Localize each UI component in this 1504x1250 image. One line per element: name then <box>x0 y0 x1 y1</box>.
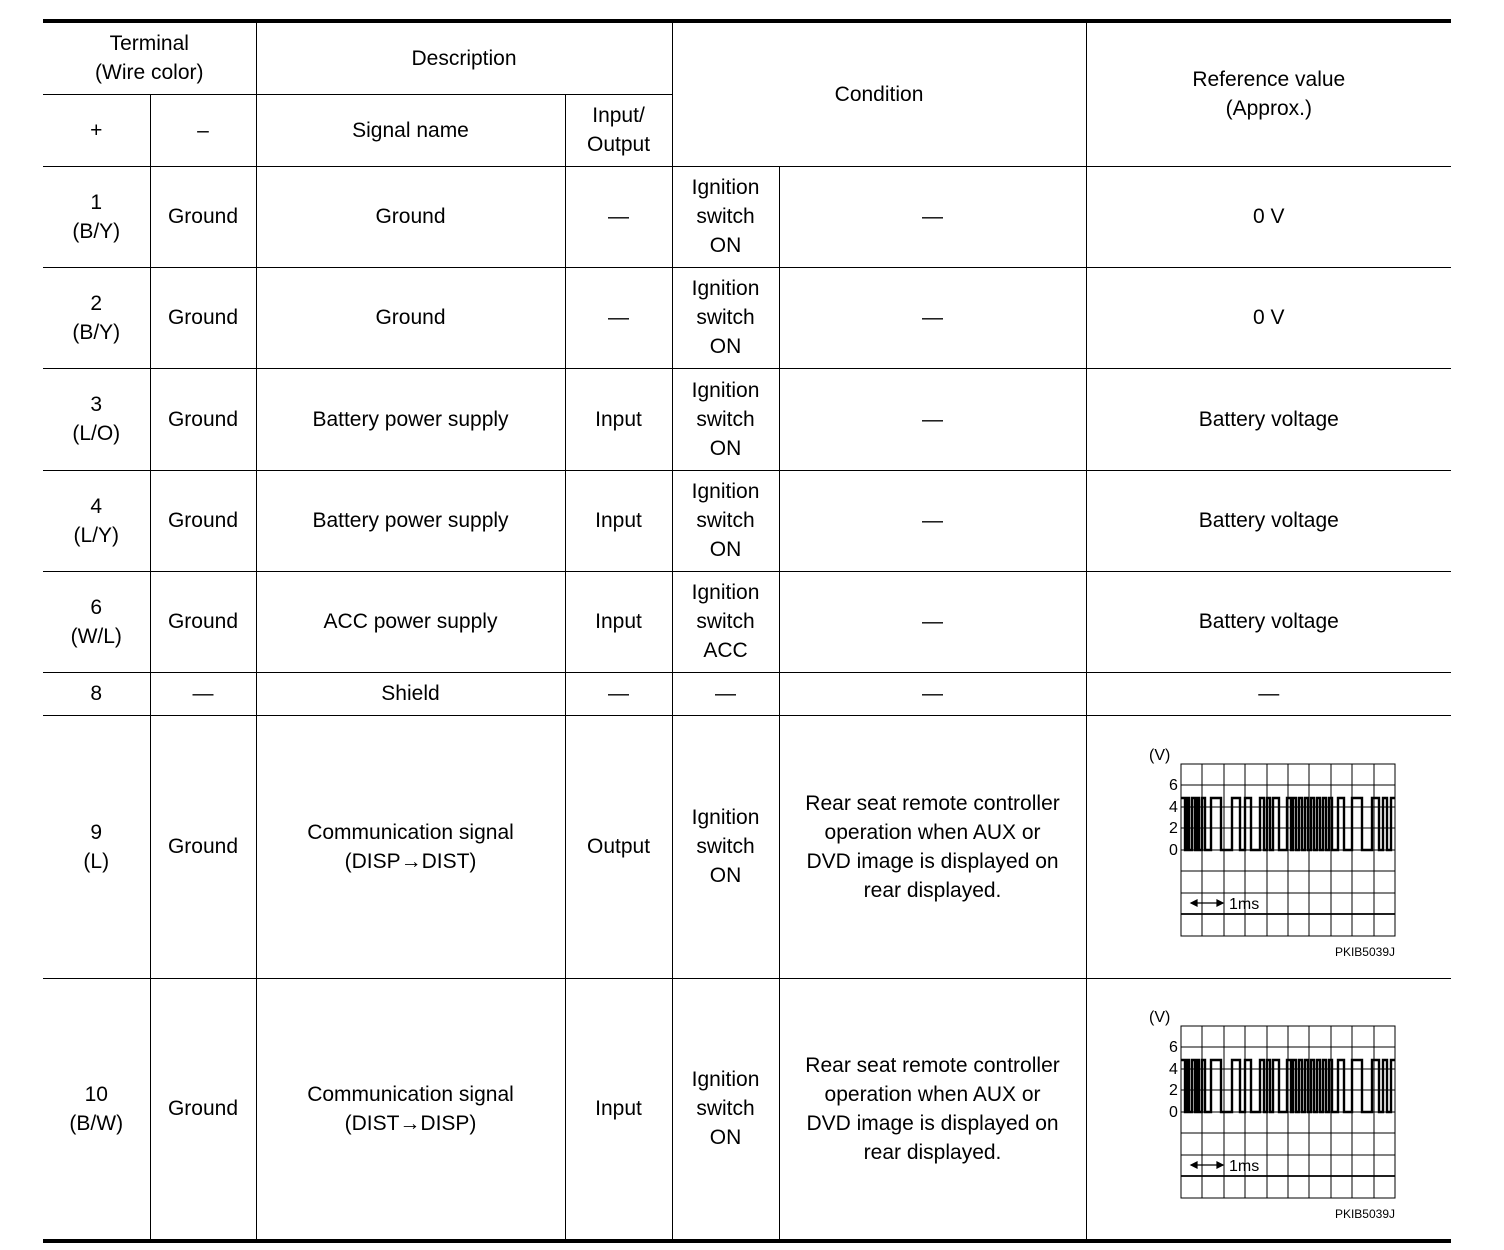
waveform-graph <box>1139 736 1399 958</box>
header-reference-value: Reference value (Approx.) <box>1086 21 1451 166</box>
reference-value-cell: Battery voltage <box>1086 368 1451 470</box>
signal-name-cell: Battery power supply <box>256 368 565 470</box>
io-cell: — <box>565 267 672 368</box>
ground-cell: Ground <box>150 166 256 267</box>
condition-cell: — <box>779 571 1086 672</box>
reference-value-cell: 0 V <box>1086 267 1451 368</box>
terminal-cell: 4 (L/Y) <box>43 470 150 571</box>
ignition-switch-cell: Ignition switch ON <box>672 715 779 978</box>
signal-name-cell: Ground <box>256 166 565 267</box>
header-signal-name: Signal name <box>256 94 565 166</box>
condition-cell: Rear seat remote controller operation when AUX or DVD image is displayed on rear displayed. <box>779 978 1086 1241</box>
y-tick-label: 2 <box>1168 1081 1178 1099</box>
header-terminal: Terminal (Wire color) <box>43 21 256 94</box>
terminal-cell: 8 <box>43 672 150 715</box>
header-description: Description <box>256 21 672 94</box>
signal-name-cell: ACC power supply <box>256 571 565 672</box>
y-tick-label: 2 <box>1168 819 1178 837</box>
figure-code: PKIB5039J <box>1334 944 1395 958</box>
signal-name-cell: Communication signal (DISP→DIST) <box>256 715 565 978</box>
waveform-unit-label: (V) <box>1148 1008 1171 1026</box>
terminal-cell: 2 (B/Y) <box>43 267 150 368</box>
y-tick-label: 6 <box>1168 776 1178 794</box>
signal-name-cell: Ground <box>256 267 565 368</box>
ground-cell: Ground <box>150 267 256 368</box>
ground-cell: — <box>150 672 256 715</box>
io-cell: Output <box>565 715 672 978</box>
terminal-cell: 6 (W/L) <box>43 571 150 672</box>
time-scale-label: 1ms <box>1228 895 1260 913</box>
header-condition: Condition <box>672 21 1086 166</box>
time-scale-label: 1ms <box>1228 1157 1260 1175</box>
condition-cell: Rear seat remote controller operation when AUX or DVD image is displayed on rear displayed. <box>779 715 1086 978</box>
ignition-switch-cell: Ignition switch ON <box>672 267 779 368</box>
io-cell: Input <box>565 978 672 1241</box>
signal-name-cell: Shield <box>256 672 565 715</box>
time-scale-arrow <box>1191 1162 1223 1168</box>
y-tick-label: 0 <box>1168 841 1178 859</box>
condition-cell: — <box>779 470 1086 571</box>
ignition-switch-cell: Ignition switch ON <box>672 470 779 571</box>
io-cell: Input <box>565 368 672 470</box>
ignition-switch-cell: Ignition switch ACC <box>672 571 779 672</box>
ground-cell: Ground <box>150 978 256 1241</box>
table-row <box>43 672 1451 715</box>
header-minus: – <box>150 94 256 166</box>
condition-cell: — <box>779 368 1086 470</box>
io-cell: Input <box>565 571 672 672</box>
ignition-switch-cell: Ignition switch ON <box>672 368 779 470</box>
ignition-switch-cell: — <box>672 672 779 715</box>
ignition-switch-cell: Ignition switch ON <box>672 978 779 1241</box>
ignition-switch-cell: Ignition switch ON <box>672 166 779 267</box>
io-cell: — <box>565 672 672 715</box>
terminal-cell: 3 (L/O) <box>43 368 150 470</box>
io-cell: — <box>565 166 672 267</box>
table-row <box>43 571 1451 672</box>
waveform-signal <box>1181 1060 1395 1112</box>
reference-value-cell: Battery voltage <box>1086 571 1451 672</box>
figure-code: PKIB5039J <box>1334 1206 1395 1220</box>
header-input-output: Input/ Output <box>565 94 672 166</box>
terminal-cell: 10 (B/W) <box>43 978 150 1241</box>
table-row <box>43 715 1451 978</box>
waveform-signal <box>1181 798 1395 850</box>
y-tick-label: 6 <box>1168 1038 1178 1056</box>
reference-value-cell: 0 V <box>1086 166 1451 267</box>
header-plus: + <box>43 94 150 166</box>
y-tick-label: 4 <box>1168 798 1178 816</box>
terminal-cell: 9 (L) <box>43 715 150 978</box>
table-row <box>43 470 1451 571</box>
terminal-cell: 1 (B/Y) <box>43 166 150 267</box>
condition-cell: — <box>779 166 1086 267</box>
reference-value-cell <box>1086 978 1451 1241</box>
ground-cell: Ground <box>150 368 256 470</box>
time-scale-arrow <box>1191 900 1223 906</box>
signal-name-cell: Battery power supply <box>256 470 565 571</box>
table-row <box>43 978 1451 1241</box>
condition-cell: — <box>779 267 1086 368</box>
table-row <box>43 368 1451 470</box>
waveform-unit-label: (V) <box>1148 746 1171 764</box>
y-tick-label: 4 <box>1168 1060 1178 1078</box>
waveform-graph <box>1139 998 1399 1220</box>
ground-cell: Ground <box>150 715 256 978</box>
table-row <box>43 166 1451 267</box>
signal-name-cell: Communication signal (DIST→DISP) <box>256 978 565 1241</box>
reference-value-cell: Battery voltage <box>1086 470 1451 571</box>
y-tick-label: 0 <box>1168 1103 1178 1121</box>
io-cell: Input <box>565 470 672 571</box>
ground-cell: Ground <box>150 470 256 571</box>
condition-cell: — <box>779 672 1086 715</box>
table-row <box>43 267 1451 368</box>
reference-value-cell <box>1086 715 1451 978</box>
ground-cell: Ground <box>150 571 256 672</box>
reference-value-cell: — <box>1086 672 1451 715</box>
terminal-spec-table <box>43 19 1451 1243</box>
